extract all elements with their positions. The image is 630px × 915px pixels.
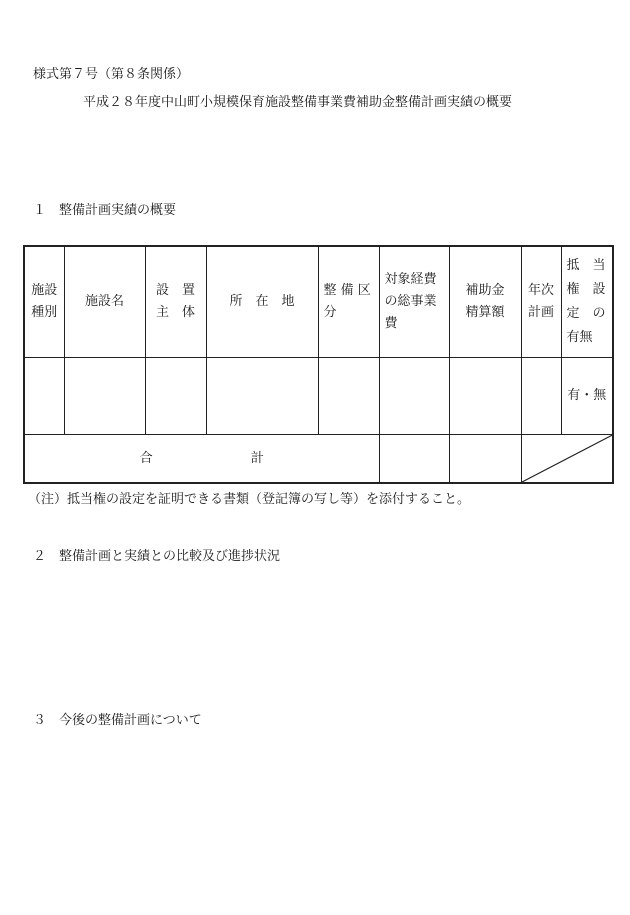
section-1-heading: １ 整備計画実績の概要 (33, 203, 177, 218)
cell-operator[interactable] (145, 358, 206, 435)
cell-facility-type[interactable] (24, 358, 64, 435)
document-title: 平成２８年度中山町小規模保育施設整備事業費補助金整備計画実績の概要 (83, 95, 513, 110)
total-subsidy-settlement[interactable] (449, 435, 521, 484)
plan-results-table (23, 245, 614, 484)
total-label (24, 435, 379, 484)
cell-location[interactable] (206, 358, 318, 435)
table-row (24, 358, 613, 435)
col-header-facility-type: 施設 種別 (24, 246, 64, 358)
col-header-development-category: 整 備 区 分 (318, 246, 379, 358)
cell-subsidy-settlement[interactable] (449, 358, 521, 435)
total-label-char-1: 合 (139, 450, 153, 466)
col-header-operator: 設 置 主 体 (145, 246, 206, 358)
total-blank-diagonal (521, 435, 613, 484)
cell-annual-plan[interactable] (521, 358, 561, 435)
cell-facility-name[interactable] (64, 358, 145, 435)
total-label-char-2: 計 (250, 450, 264, 466)
table-note: （注）抵当権の設定を証明できる書類（登記簿の写し等）を添付すること。 (28, 492, 471, 507)
col-header-facility-name: 施設名 (64, 246, 145, 358)
cell-development-category[interactable] (318, 358, 379, 435)
section-3-heading: ３ 今後の整備計画について (33, 713, 202, 728)
col-header-mortgage: 抵 当 権 設 定 の 有無 (561, 246, 613, 358)
total-project-cost[interactable] (379, 435, 449, 484)
col-header-annual-plan: 年次 計画 (521, 246, 561, 358)
col-header-subsidy-settlement: 補助金 精算額 (449, 246, 521, 358)
table-total-row (24, 435, 613, 484)
col-header-total-project-cost: 対象経費 の総事業 費 (379, 246, 449, 358)
col-header-location: 所 在 地 (206, 246, 318, 358)
table-header-row (24, 246, 613, 358)
form-number: 様式第７号（第８条関係） (33, 67, 190, 82)
cell-total-project-cost[interactable] (379, 358, 449, 435)
cell-mortgage[interactable]: 有・無 (561, 358, 613, 435)
section-2-heading: ２ 整備計画と実績との比較及び進捗状況 (33, 549, 281, 564)
diagonal-line (522, 435, 613, 482)
